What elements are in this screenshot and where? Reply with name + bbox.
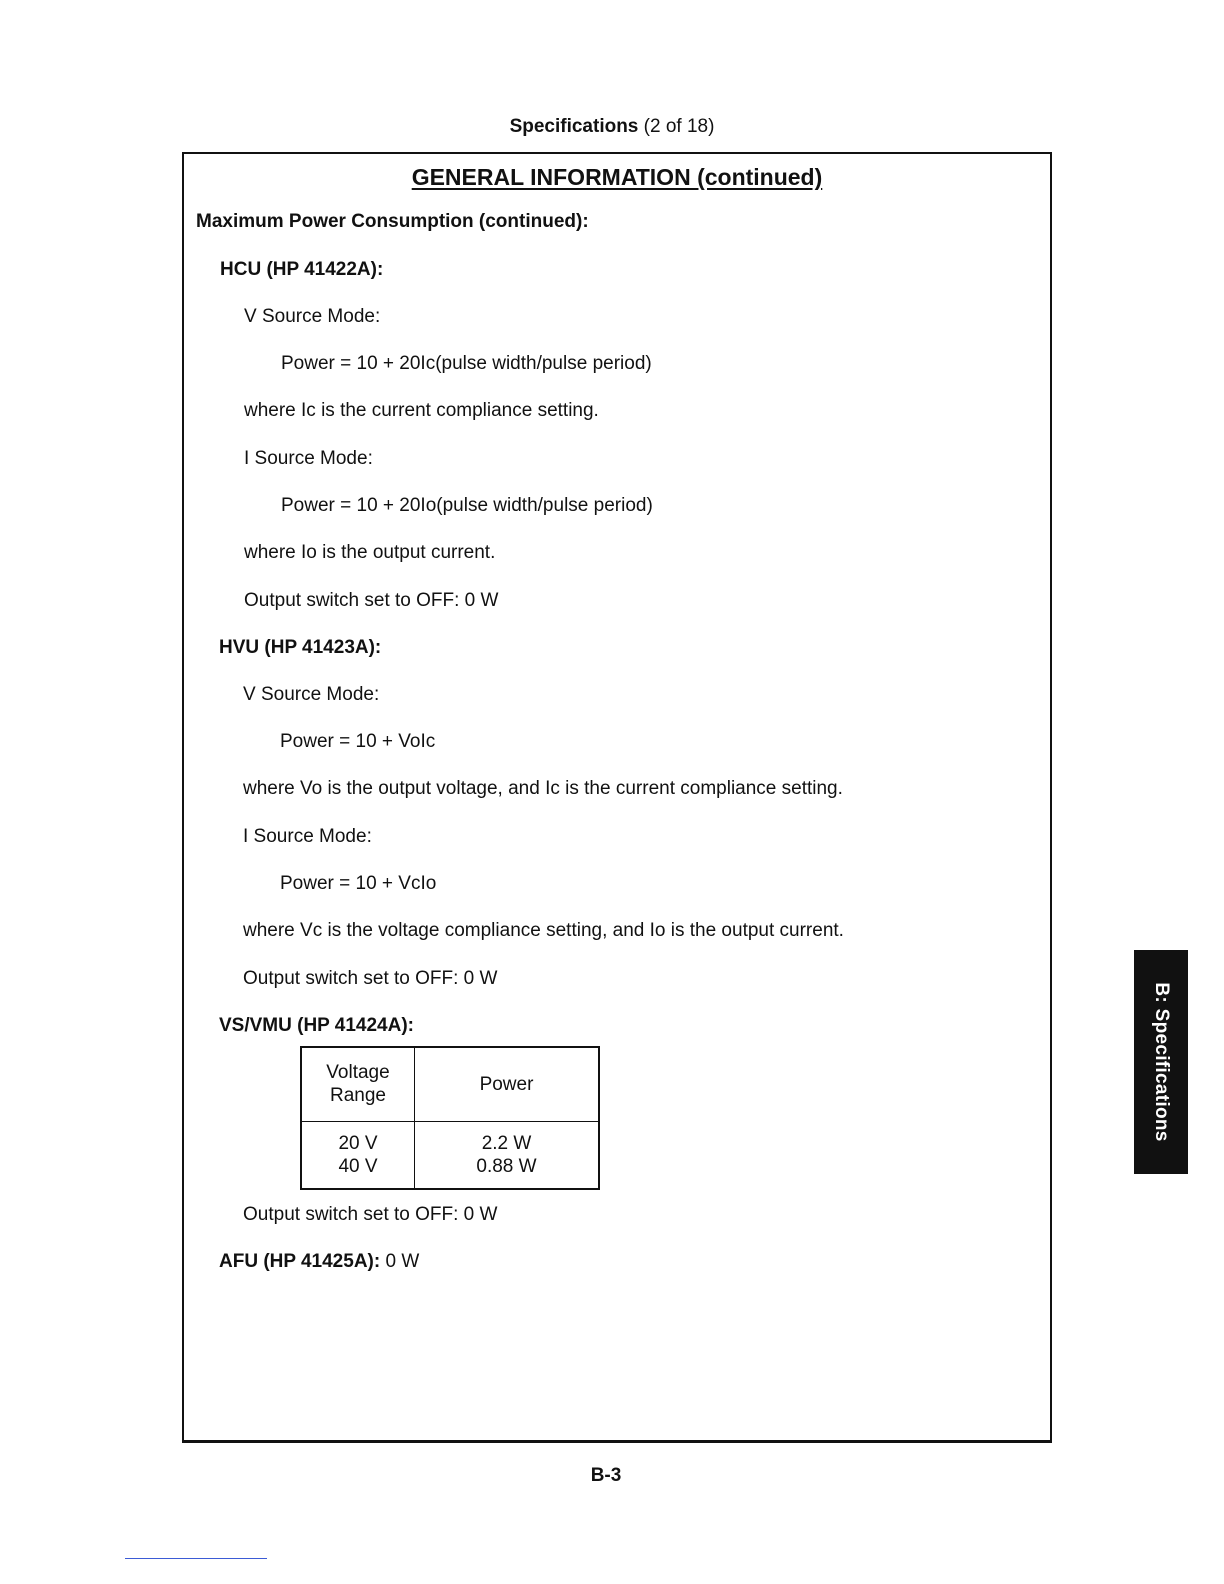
afu-heading: AFU (HP 41425A): bbox=[219, 1251, 381, 1272]
hcu-v-where: where Ic is the current compliance setting. bbox=[244, 400, 599, 421]
table-header-power: Power bbox=[415, 1047, 600, 1121]
frame-title: GENERAL INFORMATION (continued) bbox=[411, 164, 823, 190]
afu-value: 0 W bbox=[385, 1251, 420, 1272]
afu-line bbox=[219, 1251, 419, 1273]
hvu-i-mode: I Source Mode: bbox=[243, 826, 372, 847]
section-side-tab bbox=[1134, 950, 1188, 1174]
hcu-i-formula: Power = 10 + 20Io(pulse width/pulse period) bbox=[281, 495, 653, 516]
header-page-of: (2 of 18) bbox=[643, 116, 715, 137]
power-value: 2.2 W bbox=[481, 1132, 532, 1154]
table-cell-powers bbox=[415, 1121, 600, 1189]
table-row bbox=[301, 1121, 599, 1189]
hvu-v-formula: Power = 10 + VoIc bbox=[280, 731, 436, 752]
table-header-row bbox=[301, 1047, 599, 1121]
header-title: Specifications bbox=[509, 116, 639, 137]
page-header bbox=[0, 116, 1224, 138]
hcu-off: Output switch set to OFF: 0 W bbox=[244, 590, 499, 611]
side-tab-label: B: Specifications bbox=[1151, 982, 1172, 1142]
hvu-i-formula: Power = 10 + VcIo bbox=[280, 873, 437, 894]
table-header-voltage: Voltage bbox=[326, 1062, 390, 1084]
hcu-heading: HCU (HP 41422A): bbox=[220, 259, 384, 280]
hvu-heading: HVU (HP 41423A): bbox=[219, 637, 382, 658]
page-number: B-3 bbox=[590, 1465, 622, 1486]
hcu-i-where: where Io is the output current. bbox=[244, 542, 496, 563]
hcu-v-mode: V Source Mode: bbox=[244, 306, 381, 327]
section-heading: Maximum Power Consumption (continued): bbox=[196, 211, 589, 232]
bottom-rule bbox=[125, 1558, 267, 1559]
range-value: 20 V bbox=[338, 1132, 378, 1154]
table-cell-ranges bbox=[301, 1121, 415, 1189]
vsvmu-heading: VS/VMU (HP 41424A): bbox=[219, 1015, 414, 1036]
table-header-voltage-range bbox=[301, 1047, 415, 1121]
vsvmu-power-table bbox=[300, 1046, 600, 1190]
hvu-off: Output switch set to OFF: 0 W bbox=[243, 968, 498, 989]
hvu-i-where: where Vc is the voltage compliance setting, and Io is the output current. bbox=[243, 920, 844, 941]
hcu-v-formula: Power = 10 + 20Ic(pulse width/pulse period) bbox=[281, 353, 652, 374]
hvu-v-mode: V Source Mode: bbox=[243, 684, 380, 705]
hvu-v-where: where Vo is the output voltage, and Ic is the current compliance setting. bbox=[243, 778, 843, 799]
power-value: 0.88 W bbox=[476, 1155, 537, 1177]
table-header-range: Range bbox=[330, 1085, 386, 1107]
hcu-i-mode: I Source Mode: bbox=[244, 448, 373, 469]
vsvmu-off: Output switch set to OFF: 0 W bbox=[243, 1204, 498, 1225]
range-value: 40 V bbox=[338, 1155, 378, 1177]
